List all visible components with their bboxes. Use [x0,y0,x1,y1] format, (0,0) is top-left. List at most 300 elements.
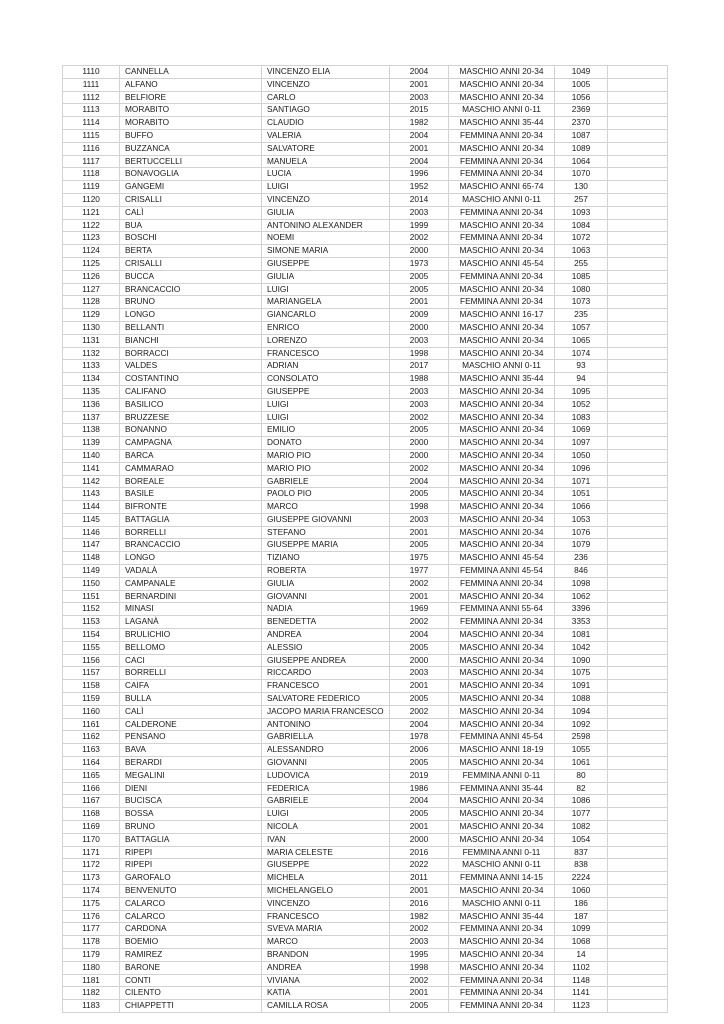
birth-year-cell: 2004 [390,155,449,168]
row-number-cell: 1178 [63,936,120,949]
table-row [63,334,668,347]
bib-number-cell: 1065 [555,334,608,347]
table-row [63,872,668,885]
surname-cell: RIPEPI [120,859,262,872]
surname-cell: BOEMIO [120,936,262,949]
surname-cell: BELFIORE [120,91,262,104]
empty-cell [608,654,668,667]
empty-cell [608,424,668,437]
row-number-cell: 1127 [63,283,120,296]
table-row [63,129,668,142]
birth-year-cell: 2004 [390,66,449,79]
surname-cell: BASILICO [120,398,262,411]
row-number-cell: 1169 [63,821,120,834]
first-name-cell: LUIGI [262,411,390,424]
surname-cell: CAMPANALE [120,577,262,590]
birth-year-cell: 2002 [390,705,449,718]
birth-year-cell: 1982 [390,117,449,130]
surname-cell: BERNARDINI [120,590,262,603]
birth-year-cell: 2005 [390,1000,449,1013]
empty-cell [608,283,668,296]
category-cell: FEMMINA ANNI 45-54 [449,565,555,578]
surname-cell: CRISALLI [120,193,262,206]
empty-cell [608,987,668,1000]
row-number-cell: 1151 [63,590,120,603]
birth-year-cell: 2002 [390,232,449,245]
surname-cell: BERTA [120,245,262,258]
bib-number-cell: 1050 [555,449,608,462]
surname-cell: CALARCO [120,910,262,923]
row-number-cell: 1183 [63,1000,120,1013]
empty-cell [608,270,668,283]
first-name-cell: RICCARDO [262,667,390,680]
category-cell: MASCHIO ANNI 20-34 [449,488,555,501]
category-cell: MASCHIO ANNI 20-34 [449,680,555,693]
birth-year-cell: 2003 [390,398,449,411]
row-number-cell: 1114 [63,117,120,130]
first-name-cell: EMILIO [262,424,390,437]
empty-cell [608,219,668,232]
row-number-cell: 1163 [63,744,120,757]
first-name-cell: ROBERTA [262,565,390,578]
bib-number-cell: 837 [555,846,608,859]
empty-cell [608,859,668,872]
first-name-cell: VINCENZO ELIA [262,66,390,79]
birth-year-cell: 2003 [390,334,449,347]
row-number-cell: 1136 [63,398,120,411]
first-name-cell: NOEMI [262,232,390,245]
birth-year-cell: 2016 [390,897,449,910]
birth-year-cell: 1996 [390,168,449,181]
birth-year-cell: 2001 [390,590,449,603]
surname-cell: MORABITO [120,117,262,130]
bib-number-cell: 1094 [555,705,608,718]
table-row [63,808,668,821]
bib-number-cell: 80 [555,769,608,782]
category-cell: FEMMINA ANNI 20-34 [449,129,555,142]
first-name-cell: SVEVA MARIA [262,923,390,936]
surname-cell: CALIFANO [120,385,262,398]
birth-year-cell: 2002 [390,974,449,987]
table-row [63,283,668,296]
table-row [63,577,668,590]
first-name-cell: VINCENZO [262,78,390,91]
category-cell: FEMMINA ANNI 0-11 [449,846,555,859]
table-row [63,897,668,910]
surname-cell: CRISALLI [120,257,262,270]
empty-cell [608,808,668,821]
row-number-cell: 1150 [63,577,120,590]
category-cell: MASCHIO ANNI 0-11 [449,104,555,117]
surname-cell: VADALÀ [120,565,262,578]
surname-cell: CACI [120,654,262,667]
row-number-cell: 1119 [63,181,120,194]
table-row [63,769,668,782]
row-number-cell: 1128 [63,296,120,309]
table-row [63,923,668,936]
category-cell: MASCHIO ANNI 20-34 [449,334,555,347]
table-row [63,603,668,616]
birth-year-cell: 2002 [390,411,449,424]
birth-year-cell: 2005 [390,488,449,501]
surname-cell: RIPEPI [120,846,262,859]
table-row [63,526,668,539]
first-name-cell: GIANCARLO [262,309,390,322]
empty-cell [608,885,668,898]
category-cell: MASCHIO ANNI 45-54 [449,257,555,270]
bib-number-cell: 1061 [555,757,608,770]
category-cell: MASCHIO ANNI 16-17 [449,309,555,322]
first-name-cell: ANDREA [262,629,390,642]
row-number-cell: 1121 [63,206,120,219]
table-row [63,168,668,181]
empty-cell [608,360,668,373]
birth-year-cell: 2000 [390,437,449,450]
birth-year-cell: 2001 [390,142,449,155]
first-name-cell: CAMILLA ROSA [262,1000,390,1013]
row-number-cell: 1123 [63,232,120,245]
empty-cell [608,142,668,155]
table-row [63,833,668,846]
empty-cell [608,78,668,91]
table-row [63,948,668,961]
first-name-cell: GIUSEPPE [262,859,390,872]
surname-cell: BORRELLI [120,667,262,680]
first-name-cell: VINCENZO [262,897,390,910]
row-number-cell: 1152 [63,603,120,616]
birth-year-cell: 2004 [390,475,449,488]
row-number-cell: 1126 [63,270,120,283]
bib-number-cell: 130 [555,181,608,194]
birth-year-cell: 2005 [390,283,449,296]
category-cell: MASCHIO ANNI 65-74 [449,181,555,194]
table-row [63,270,668,283]
surname-cell: BRUZZESE [120,411,262,424]
table-row [63,193,668,206]
bib-number-cell: 1097 [555,437,608,450]
birth-year-cell: 1982 [390,910,449,923]
surname-cell: ALFANO [120,78,262,91]
first-name-cell: GABRIELLA [262,731,390,744]
table-row [63,449,668,462]
surname-cell: CAMPAGNA [120,437,262,450]
empty-cell [608,398,668,411]
row-number-cell: 1131 [63,334,120,347]
category-cell: MASCHIO ANNI 20-34 [449,795,555,808]
birth-year-cell: 2017 [390,360,449,373]
empty-cell [608,872,668,885]
table-row [63,398,668,411]
empty-cell [608,104,668,117]
first-name-cell: GIULIA [262,577,390,590]
bib-number-cell: 1090 [555,654,608,667]
row-number-cell: 1171 [63,846,120,859]
empty-cell [608,1000,668,1013]
empty-cell [608,603,668,616]
table-row [63,885,668,898]
category-cell: MASCHIO ANNI 20-34 [449,283,555,296]
empty-cell [608,181,668,194]
row-number-cell: 1115 [63,129,120,142]
first-name-cell: KATIA [262,987,390,1000]
row-number-cell: 1112 [63,91,120,104]
surname-cell: CALDERONE [120,718,262,731]
bib-number-cell: 1066 [555,501,608,514]
bib-number-cell: 1080 [555,283,608,296]
category-cell: MASCHIO ANNI 20-34 [449,885,555,898]
first-name-cell: CLAUDIO [262,117,390,130]
empty-cell [608,539,668,552]
row-number-cell: 1111 [63,78,120,91]
first-name-cell: FRANCESCO [262,347,390,360]
surname-cell: BERARDI [120,757,262,770]
bib-number-cell: 1082 [555,821,608,834]
category-cell: MASCHIO ANNI 0-11 [449,360,555,373]
bib-number-cell: 257 [555,193,608,206]
first-name-cell: GIUSEPPE MARIA [262,539,390,552]
category-cell: FEMMINA ANNI 55-64 [449,603,555,616]
category-cell: MASCHIO ANNI 20-34 [449,385,555,398]
table-row [63,961,668,974]
row-number-cell: 1176 [63,910,120,923]
table-row [63,731,668,744]
table-row [63,616,668,629]
empty-cell [608,513,668,526]
category-cell: MASCHIO ANNI 20-34 [449,142,555,155]
row-number-cell: 1133 [63,360,120,373]
bib-number-cell: 1099 [555,923,608,936]
category-cell: FEMMINA ANNI 20-34 [449,923,555,936]
table-row [63,245,668,258]
bib-number-cell: 1083 [555,411,608,424]
row-number-cell: 1170 [63,833,120,846]
table-row [63,552,668,565]
table-row [63,360,668,373]
birth-year-cell: 2005 [390,270,449,283]
row-number-cell: 1166 [63,782,120,795]
first-name-cell: BRANDON [262,948,390,961]
surname-cell: BATTAGLIA [120,833,262,846]
bib-number-cell: 1056 [555,91,608,104]
empty-cell [608,821,668,834]
row-number-cell: 1174 [63,885,120,898]
birth-year-cell: 2001 [390,821,449,834]
birth-year-cell: 2015 [390,104,449,117]
surname-cell: BUA [120,219,262,232]
birth-year-cell: 2002 [390,577,449,590]
table-row [63,782,668,795]
row-number-cell: 1168 [63,808,120,821]
empty-cell [608,744,668,757]
first-name-cell: GIUSEPPE ANDREA [262,654,390,667]
bib-number-cell: 93 [555,360,608,373]
bib-number-cell: 3396 [555,603,608,616]
category-cell: MASCHIO ANNI 20-34 [449,833,555,846]
first-name-cell: MICHELA [262,872,390,885]
bib-number-cell: 1057 [555,321,608,334]
row-number-cell: 1143 [63,488,120,501]
row-number-cell: 1164 [63,757,120,770]
empty-cell [608,501,668,514]
empty-cell [608,206,668,219]
table-row [63,501,668,514]
bib-number-cell: 1054 [555,833,608,846]
bib-number-cell: 1088 [555,693,608,706]
first-name-cell: PAOLO PIO [262,488,390,501]
birth-year-cell: 1999 [390,219,449,232]
row-number-cell: 1110 [63,66,120,79]
bib-number-cell: 1079 [555,539,608,552]
table-row [63,846,668,859]
row-number-cell: 1120 [63,193,120,206]
surname-cell: BERTUCCELLI [120,155,262,168]
birth-year-cell: 2003 [390,385,449,398]
birth-year-cell: 2011 [390,872,449,885]
table-row [63,155,668,168]
empty-cell [608,155,668,168]
category-cell: MASCHIO ANNI 20-34 [449,78,555,91]
bib-number-cell: 1049 [555,66,608,79]
table-row [63,257,668,270]
bib-number-cell: 187 [555,910,608,923]
row-number-cell: 1155 [63,641,120,654]
table-row [63,296,668,309]
first-name-cell: NADIA [262,603,390,616]
table-row [63,641,668,654]
first-name-cell: ALESSANDRO [262,744,390,757]
category-cell: MASCHIO ANNI 20-34 [449,667,555,680]
table-row [63,1000,668,1013]
row-number-cell: 1172 [63,859,120,872]
bib-number-cell: 1076 [555,526,608,539]
surname-cell: CALÌ [120,705,262,718]
surname-cell: MEGALINI [120,769,262,782]
surname-cell: BASILE [120,488,262,501]
category-cell: MASCHIO ANNI 45-54 [449,552,555,565]
empty-cell [608,961,668,974]
surname-cell: BULLA [120,693,262,706]
table-row [63,373,668,386]
surname-cell: LONGO [120,552,262,565]
row-number-cell: 1160 [63,705,120,718]
first-name-cell: LORENZO [262,334,390,347]
first-name-cell: ANTONINO [262,718,390,731]
first-name-cell: JACOPO MARIA FRANCESCO [262,705,390,718]
birth-year-cell: 2005 [390,424,449,437]
birth-year-cell: 1998 [390,961,449,974]
bib-number-cell: 1102 [555,961,608,974]
first-name-cell: MARIO PIO [262,449,390,462]
first-name-cell: TIZIANO [262,552,390,565]
empty-cell [608,321,668,334]
first-name-cell: ANDREA [262,961,390,974]
birth-year-cell: 2001 [390,78,449,91]
surname-cell: CONTI [120,974,262,987]
bib-number-cell: 82 [555,782,608,795]
empty-cell [608,705,668,718]
empty-cell [608,347,668,360]
table-row [63,437,668,450]
category-cell: MASCHIO ANNI 20-34 [449,654,555,667]
bib-number-cell: 1093 [555,206,608,219]
surname-cell: BIFRONTE [120,501,262,514]
first-name-cell: DONATO [262,437,390,450]
surname-cell: BARCA [120,449,262,462]
empty-cell [608,526,668,539]
row-number-cell: 1158 [63,680,120,693]
table-row [63,795,668,808]
category-cell: FEMMINA ANNI 14-15 [449,872,555,885]
table-row [63,78,668,91]
surname-cell: BAVA [120,744,262,757]
row-number-cell: 1122 [63,219,120,232]
participants-table [62,65,668,1013]
birth-year-cell: 1969 [390,603,449,616]
first-name-cell: GIOVANNI [262,757,390,770]
table-row [63,104,668,117]
row-number-cell: 1173 [63,872,120,885]
table-row [63,475,668,488]
surname-cell: BRUNO [120,821,262,834]
bib-number-cell: 14 [555,948,608,961]
birth-year-cell: 1995 [390,948,449,961]
empty-cell [608,897,668,910]
bib-number-cell: 1095 [555,385,608,398]
category-cell: MASCHIO ANNI 35-44 [449,117,555,130]
empty-cell [608,731,668,744]
empty-cell [608,923,668,936]
table-row [63,629,668,642]
table-row [63,309,668,322]
empty-cell [608,437,668,450]
first-name-cell: MARIO PIO [262,462,390,475]
category-cell: FEMMINA ANNI 0-11 [449,769,555,782]
bib-number-cell: 1071 [555,475,608,488]
row-number-cell: 1149 [63,565,120,578]
birth-year-cell: 1952 [390,181,449,194]
first-name-cell: MARCO [262,936,390,949]
row-number-cell: 1162 [63,731,120,744]
birth-year-cell: 2014 [390,193,449,206]
empty-cell [608,910,668,923]
bib-number-cell: 1148 [555,974,608,987]
bib-number-cell: 1055 [555,744,608,757]
category-cell: MASCHIO ANNI 35-44 [449,910,555,923]
row-number-cell: 1159 [63,693,120,706]
bib-number-cell: 1068 [555,936,608,949]
surname-cell: BUZZANCA [120,142,262,155]
first-name-cell: MARIA CELESTE [262,846,390,859]
first-name-cell: ENRICO [262,321,390,334]
table-row [63,142,668,155]
row-number-cell: 1117 [63,155,120,168]
first-name-cell: IVAN [262,833,390,846]
table-row [63,206,668,219]
first-name-cell: FRANCESCO [262,910,390,923]
table-row [63,462,668,475]
surname-cell: CAIFA [120,680,262,693]
first-name-cell: CARLO [262,91,390,104]
category-cell: MASCHIO ANNI 20-34 [449,590,555,603]
first-name-cell: CONSOLATO [262,373,390,386]
category-cell: MASCHIO ANNI 20-34 [449,705,555,718]
row-number-cell: 1118 [63,168,120,181]
bib-number-cell: 1070 [555,168,608,181]
surname-cell: VALDES [120,360,262,373]
row-number-cell: 1157 [63,667,120,680]
category-cell: MASCHIO ANNI 20-34 [449,321,555,334]
row-number-cell: 1177 [63,923,120,936]
